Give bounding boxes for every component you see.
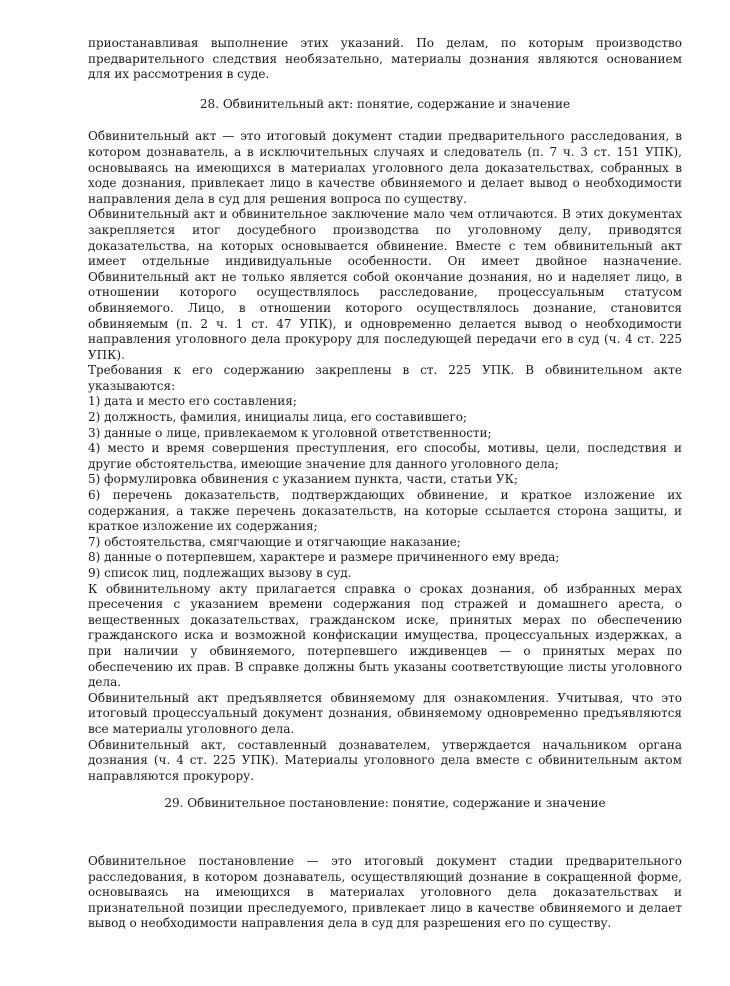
document-page xyxy=(88,36,682,932)
section-28-paragraph-1: Обвинительный акт — это итоговый документ стадии предварительного расследования, в котором дознаватель, а в исключительных случаях и следователь (п. 7 ч. 3 ст. 151 УПК), основываясь на имеющихся в материалах уголовного дела доказательствах, собранных в ходе дознания, привлекает лицо в качестве обвиняемого и делает вывод о необходимости направления дела в суд для решения вопроса по существу. xyxy=(88,129,682,206)
list-item: 5) формулировка обвинения с указанием пункта, части, статьи УК; xyxy=(88,472,519,487)
section-28-paragraph-2: Обвинительный акт и обвинительное заключение мало чем отличаются. В этих документах закрепляется итог досудебного производства по уголовному делу, приводятся доказательства, на которых основывается обвинение. Вместе с тем обвинительный акт имеет отдельные индивидуальные особенности. Он имеет двойное назначение. Обвинительный акт не только является собой окончание дознания, но и наделяет лицо, в отношении которого осуществлялось расследование, процессуальным статусом обвиняемого. Лицо, в отношении которого осуществлялось дознание, становится обвиняемым (п. 2 ч. 1 ст. 47 УПК), и одновременно делается вывод о необходимости направления уголовного дела прокурору для последующей передачи его в суд (ч. 4 ст. 225 УПК). xyxy=(88,207,682,362)
section-28-heading: 28. Обвинительный акт: понятие, содержание и значение xyxy=(199,96,571,111)
list-item: 4) место и время совершения преступления, его способы, мотивы, цели, последствия и другие обстоятельства, имеющие значение для данного уголовного дела; xyxy=(88,441,682,471)
list-item: 6) перечень доказательств, подтверждающих обвинение, и краткое изложение их содержания, а также перечень доказательств, на которые ссылается сторона защиты, и краткое изложение их содержания; xyxy=(88,488,682,534)
list-item: 2) должность, фамилия, инициалы лица, его составившего; xyxy=(88,410,468,425)
requirements-list xyxy=(88,394,682,581)
intro-paragraph: приостанавливая выполнение этих указаний. По делам, по которым производство предварительного следствия необязательно, материалы дознания являются основанием для их рассмотрения в суде. xyxy=(88,36,682,82)
section-28-paragraph-3: Требования к его содержанию закреплены в ст. 225 УПК. В обвинительном акте указываются: xyxy=(88,363,682,393)
list-item: 8) данные о потерпевшем, характере и размере причиненного ему вреда; xyxy=(88,550,560,565)
list-item: 3) данные о лице, привлекаемом к уголовной ответственности; xyxy=(88,425,492,440)
section-29-heading: 29. Обвинительное постановление: понятие, содержание и значение xyxy=(164,796,606,811)
list-item: 1) дата и место его составления; xyxy=(88,394,297,409)
section-28-closing-paragraph-3: Обвинительный акт, составленный дознавателем, утверждается начальником органа дознания (ч. 4 ст. 225 УПК). Материалы уголовного дела вместе с обвинительным актом направляются прокурору. xyxy=(88,737,682,783)
list-item: 9) список лиц, подлежащих вызову в суд. xyxy=(88,566,352,580)
list-item: 7) обстоятельства, смягчающие и отягчающие наказание; xyxy=(88,534,461,549)
section-28-closing-paragraph-1: К обвинительному акту прилагается справка о сроках дознания, об избранных мерах пресечения с указанием времени содержания под стражей и домашнего ареста, о вещественных доказательствах, гражданском иске, принятых мерах по обеспечению гражданского иска и возможной конфискации имущества, процессуальных издержках, а при наличии у обвиняемого, потерпевшего иждивенцев — о принятых мерах по обеспечению их прав. В справке должны быть указаны соответствующие листы уголовного дела. xyxy=(88,581,682,690)
section-29-paragraph: Обвинительное постановление — это итоговый документ стадии предварительного расследования, в котором дознаватель, осуществляющий дознание в сокращенной форме, основываясь на имеющихся в материалах уголовного дела доказательствах и признательной позиции преследуемого, привлекает лицо в качестве обвиняемого и делает вывод о необходимости направления дела в суд для разрешения его по существу. xyxy=(88,853,682,931)
section-28-closing-paragraph-2: Обвинительный акт предъявляется обвиняемому для ознакомления. Учитывая, что это итоговый процессуальный документ дознания, обвиняемому одновременно предъявляются все материалы уголовного дела. xyxy=(88,690,682,736)
